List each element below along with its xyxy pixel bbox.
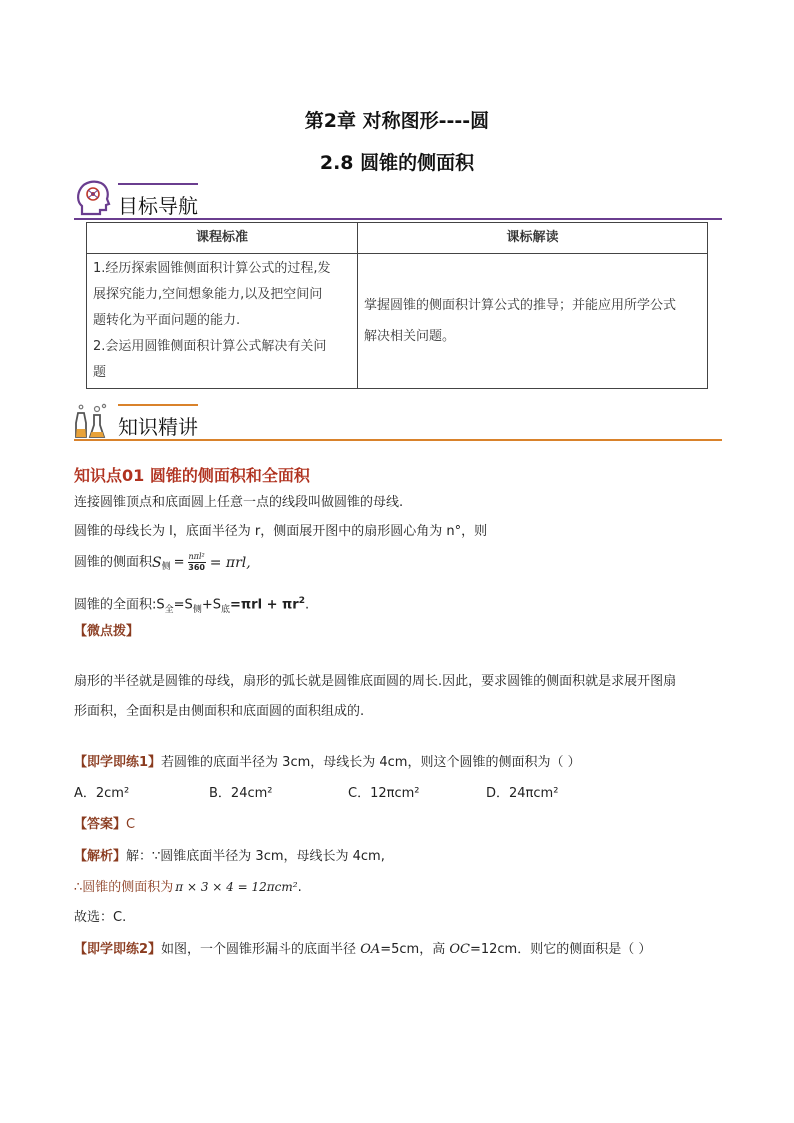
table-cell-standard	[87, 254, 358, 389]
exercise1-analysis-line2	[74, 877, 302, 898]
paragraph-generatrix: 连接圆锥顶点和底面圆上任意一点的线段叫做圆锥的母线.	[74, 495, 404, 510]
total-sub: 底	[220, 604, 230, 615]
exercise2-text: =5cm，高	[380, 942, 450, 957]
goal-divider	[74, 218, 722, 220]
paragraph-variables: 圆锥的母线长为 l，底面半径为 r，侧面展开图中的扇形圆心角为 n°，则	[74, 524, 488, 539]
segment-oa: OA	[360, 942, 381, 957]
formula-rest: = πrl,	[209, 554, 251, 571]
table-cell-interpretation	[358, 254, 708, 389]
table-line: 展探究能力,空间想象能力,以及把空间问	[93, 287, 323, 302]
segment-oc: OC	[449, 942, 470, 957]
table-line: 解决相关问题。	[364, 329, 456, 344]
exercise1-analysis	[74, 847, 385, 867]
total-rest: =πrl + πr	[230, 597, 299, 613]
exercise1-choose: 故选：C.	[74, 910, 127, 925]
fraction-denominator: 360	[188, 563, 205, 572]
knowledge-point-title: 知识点01 圆锥的侧面积和全面积	[74, 466, 310, 485]
exercise2-text: 如图，一个圆锥形漏斗的底面半径	[161, 942, 361, 957]
analysis-math: π × 3 × 4 = 12πcm²	[175, 880, 298, 894]
exercise2-label: 【即学即练2】	[74, 942, 162, 957]
table-line: 2.会运用圆锥侧面积计算公式解决有关问	[93, 339, 327, 354]
total-area-formula	[74, 591, 309, 620]
chapter-title: 第2章 对称图形----圆	[304, 110, 490, 132]
table-line: 掌握圆锥的侧面积计算公式的推导；并能应用所学公式	[364, 298, 677, 313]
knowledge-title: 知识精讲	[118, 415, 198, 439]
tip-line: 形面积，全面积是由侧面积和底面圆的面积组成的.	[74, 704, 365, 719]
formula-sub: 侧	[161, 561, 171, 572]
formula-fraction	[188, 552, 206, 573]
head-brain-icon	[74, 178, 114, 218]
table-line: 题	[93, 365, 107, 380]
table-header-interpretation: 课标解读	[358, 223, 708, 254]
total-sub: 侧	[192, 604, 202, 615]
total-sup: 2	[298, 596, 305, 606]
knowledge-title-overline	[118, 404, 198, 406]
exercise1-answer	[74, 815, 135, 835]
section-title: 2.8 圆锥的侧面积	[319, 152, 475, 174]
total-prefix: 圆锥的全面积:S	[74, 597, 165, 613]
formula-s: S	[152, 554, 162, 571]
total-mid: =S	[173, 597, 193, 613]
flask-icon	[72, 401, 112, 441]
table-line: 1.经历探索圆锥侧面积计算公式的过程,发	[93, 261, 331, 276]
exercise2-text: =12cm．则它的侧面积是（ ）	[469, 942, 652, 957]
fraction-numerator: nπl²	[188, 552, 205, 561]
analysis-prefix: ∴圆锥的侧面积为	[74, 880, 174, 895]
exercise2-question	[74, 940, 651, 960]
tip-line: 扇形的半径就是圆锥的母线，扇形的弧长就是圆锥底面圆的周长.因此，要求圆锥的侧面积就是求展开图扇	[74, 674, 677, 689]
option-d: D．24πcm²	[486, 786, 559, 801]
analysis-label: 【解析】	[74, 849, 127, 864]
table-line: 题转化为平面问题的能力.	[93, 313, 241, 328]
tip-label: 【微点拨】	[74, 624, 140, 639]
total-mid: +S	[201, 597, 221, 613]
option-a: A．2cm²	[74, 786, 130, 801]
exercise1-question	[74, 753, 581, 773]
exercise1-label: 【即学即练1】	[74, 755, 162, 770]
analysis-end: .	[297, 880, 302, 895]
knowledge-divider	[74, 439, 722, 441]
goal-title-overline	[118, 183, 198, 185]
table-header-standard: 课程标准	[87, 223, 358, 254]
course-standard-table	[86, 222, 708, 389]
analysis-line: 解：∵圆锥底面半径为 3cm，母线长为 4cm,	[126, 849, 385, 864]
exercise1-options	[74, 784, 714, 804]
answer-value: C	[126, 817, 136, 832]
answer-label: 【答案】	[74, 817, 127, 832]
formula-prefix: 圆锥的侧面积	[74, 554, 153, 570]
total-end: .	[304, 597, 310, 613]
exercise1-text: 若圆锥的底面半径为 3cm，母线长为 4cm，则这个圆锥的侧面积为（ ）	[161, 755, 581, 770]
goal-nav-title: 目标导航	[118, 194, 198, 218]
option-c: C．12πcm²	[348, 786, 420, 801]
lateral-area-formula: 圆锥的侧面积 S 侧 = nπl² 360 = πrl,	[74, 552, 251, 573]
option-b: B．24cm²	[209, 786, 273, 801]
total-sub: 全	[164, 604, 174, 615]
